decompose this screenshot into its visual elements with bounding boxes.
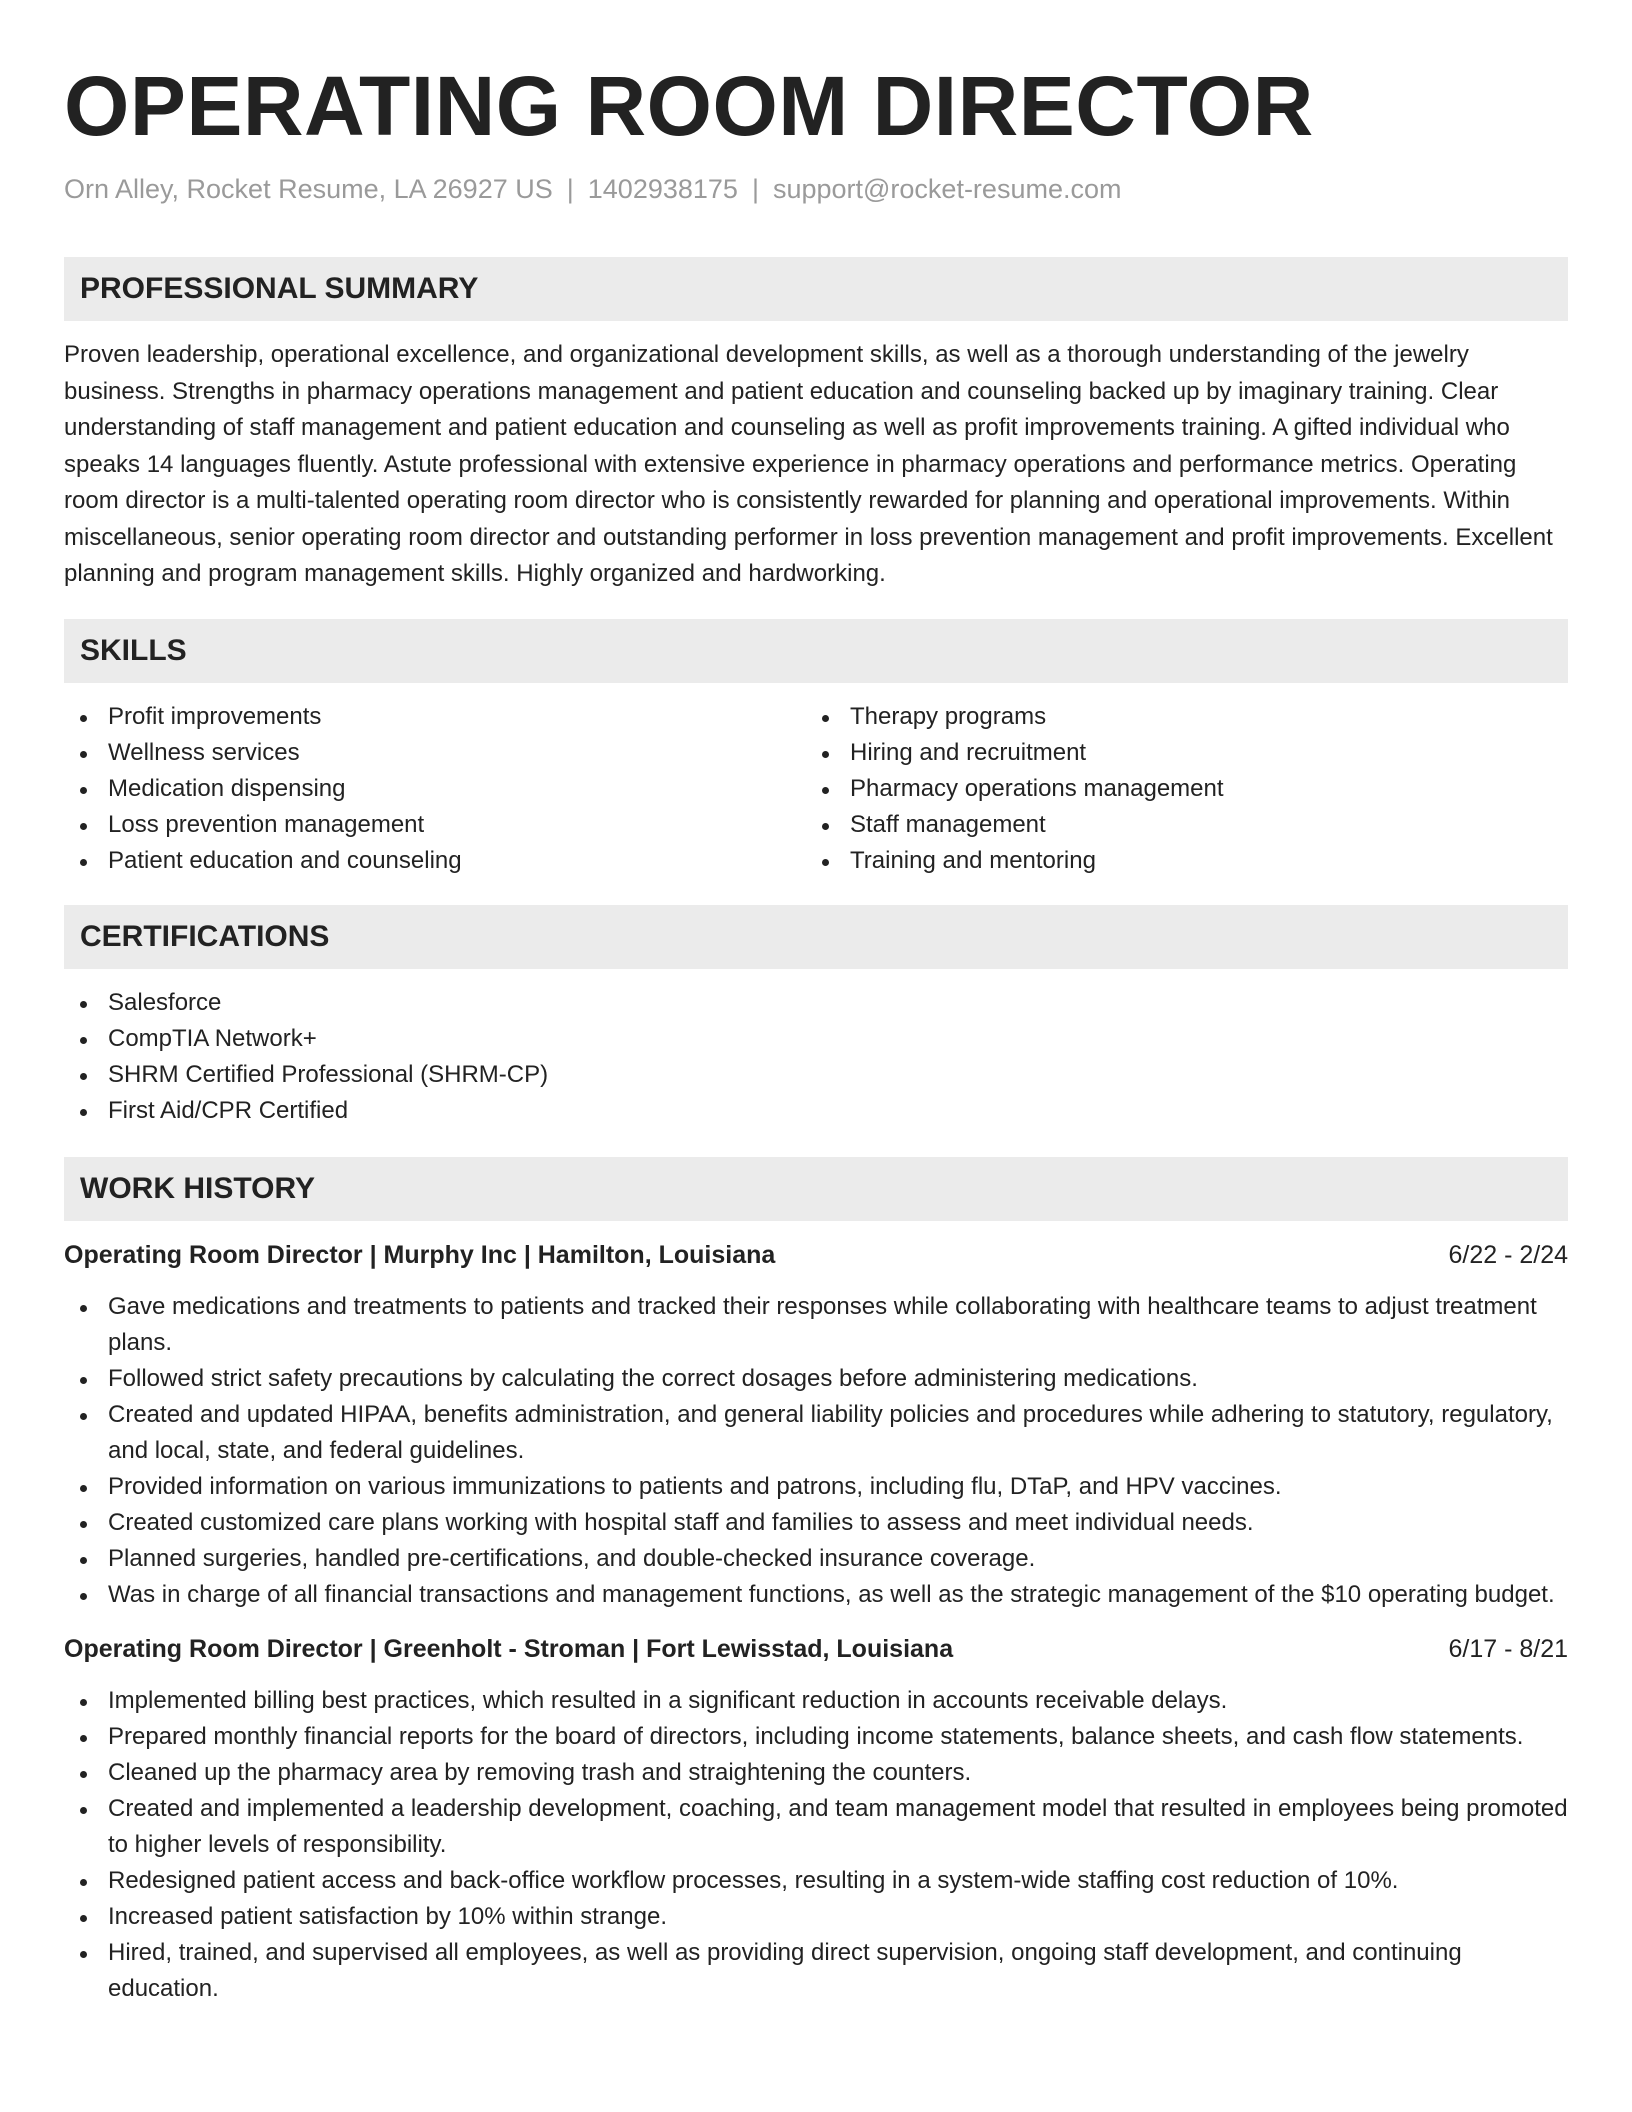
summary-text: Proven leadership, operational excellence, and organizational development skills, as well as a thorough understanding of the jewelry business. Strengths in pharmacy operations management and patient education and counseling backed up by imaginary training. Clear understanding of staff management and patient education and counseling as well as profit improvements training. A gifted individual who speaks 14 languages fluently. Astute professional with extensive experience in pharmacy operations and performance metrics. Operating room director is a multi-talented operating room director who is consistently rewarded for planning and operational improvements. Within miscellaneous, senior operating room director and outstanding performer in loss prevention management and profit improvements. Excellent planning and program management skills. Highly organized and hardworking.: [64, 341, 1553, 587]
skill-item: Wellness services: [64, 735, 806, 771]
responsibility-item: Redesigned patient access and back-office workflow processes, resulting in a system-wide staffing cost reduction of 10%.: [64, 1863, 1568, 1899]
job-header: [64, 1631, 1568, 1667]
skill-item: Therapy programs: [806, 699, 1548, 735]
skill-item: Profit improvements: [64, 699, 806, 735]
resume-page: [64, 0, 1568, 2007]
responsibility-item: Was in charge of all financial transactions and management functions, as well as the strategic management of the $10 operating budget.: [64, 1577, 1568, 1613]
contact-email[interactable]: support@rocket-resume.com: [772, 174, 1122, 204]
responsibility-item: Hired, trained, and supervised all employees, as well as providing direct supervision, ongoing staff development, and continuing education.: [64, 1935, 1568, 2007]
job-title: Operating Room Director | Greenholt - Stroman | Fort Lewisstad, Louisiana: [64, 1634, 954, 1663]
responsibility-item: Created and implemented a leadership development, coaching, and team management model that resulted in employees being promoted to higher levels of responsibility.: [64, 1791, 1568, 1863]
summary-heading: PROFESSIONAL SUMMARY: [64, 257, 1568, 321]
responsibility-item: Implemented billing best practices, which resulted in a significant reduction in accounts receivable delays.: [64, 1683, 1568, 1719]
job-header: [64, 1237, 1568, 1273]
responsibility-item: Provided information on various immunizations to patients and patrons, including flu, DTaP, and HPV vaccines.: [64, 1469, 1568, 1505]
responsibility-item: Increased patient satisfaction by 10% within strange.: [64, 1899, 1568, 1935]
job-entry: [64, 1237, 1568, 1613]
skill-item: Patient education and counseling: [64, 843, 806, 879]
skills-heading: SKILLS: [64, 619, 1568, 683]
certification-item: CompTIA Network+: [64, 1021, 1568, 1057]
skill-item: Medication dispensing: [64, 771, 806, 807]
responsibility-item: Prepared monthly financial reports for the board of directors, including income statements, balance sheets, and cash flow statements.: [64, 1719, 1568, 1755]
skill-item: Hiring and recruitment: [806, 735, 1548, 771]
responsibility-item: Cleaned up the pharmacy area by removing trash and straightening the counters.: [64, 1755, 1568, 1791]
certifications-list: [64, 985, 1568, 1129]
responsibility-item: Followed strict safety precautions by calculating the correct dosages before administering medications.: [64, 1361, 1568, 1397]
candidate-name: OPERATING ROOM DIRECTOR: [64, 59, 1314, 153]
job-dates: 6/17 - 8/21: [1448, 1634, 1568, 1663]
job-entry: [64, 1631, 1568, 2007]
skill-item: Loss prevention management: [64, 807, 806, 843]
contact-separator: |: [566, 174, 574, 204]
responsibility-item: Created and updated HIPAA, benefits administration, and general liability policies and procedures while adhering to statutory, regulatory, and local, state, and federal guidelines.: [64, 1397, 1568, 1469]
job-responsibilities: [64, 1289, 1568, 1613]
certification-item: Salesforce: [64, 985, 1568, 1021]
responsibility-item: Created customized care plans working with hospital staff and families to assess and meet individual needs.: [64, 1505, 1568, 1541]
contact-separator: |: [751, 174, 759, 204]
contact-line: [64, 174, 1568, 205]
job-title: Operating Room Director | Murphy Inc | Hamilton, Louisiana: [64, 1240, 776, 1269]
skills-column-right: [806, 699, 1548, 879]
responsibility-item: Planned surgeries, handled pre-certifications, and double-checked insurance coverage.: [64, 1541, 1568, 1577]
job-responsibilities: [64, 1683, 1568, 2007]
certifications-heading: CERTIFICATIONS: [64, 905, 1568, 969]
skill-item: Pharmacy operations management: [806, 771, 1548, 807]
work-history-heading: WORK HISTORY: [64, 1157, 1568, 1221]
skill-item: Staff management: [806, 807, 1548, 843]
skills-column-left: [64, 699, 806, 879]
contact-phone: 1402938175: [587, 174, 738, 204]
job-dates: 6/22 - 2/24: [1448, 1240, 1568, 1269]
certification-item: SHRM Certified Professional (SHRM-CP): [64, 1057, 1568, 1093]
responsibility-item: Gave medications and treatments to patients and tracked their responses while collaborating with healthcare teams to adjust treatment plans.: [64, 1289, 1568, 1361]
certification-item: First Aid/CPR Certified: [64, 1093, 1568, 1129]
skills-list: [64, 699, 1568, 879]
contact-address: Orn Alley, Rocket Resume, LA 26927 US: [64, 174, 553, 204]
skill-item: Training and mentoring: [806, 843, 1548, 879]
